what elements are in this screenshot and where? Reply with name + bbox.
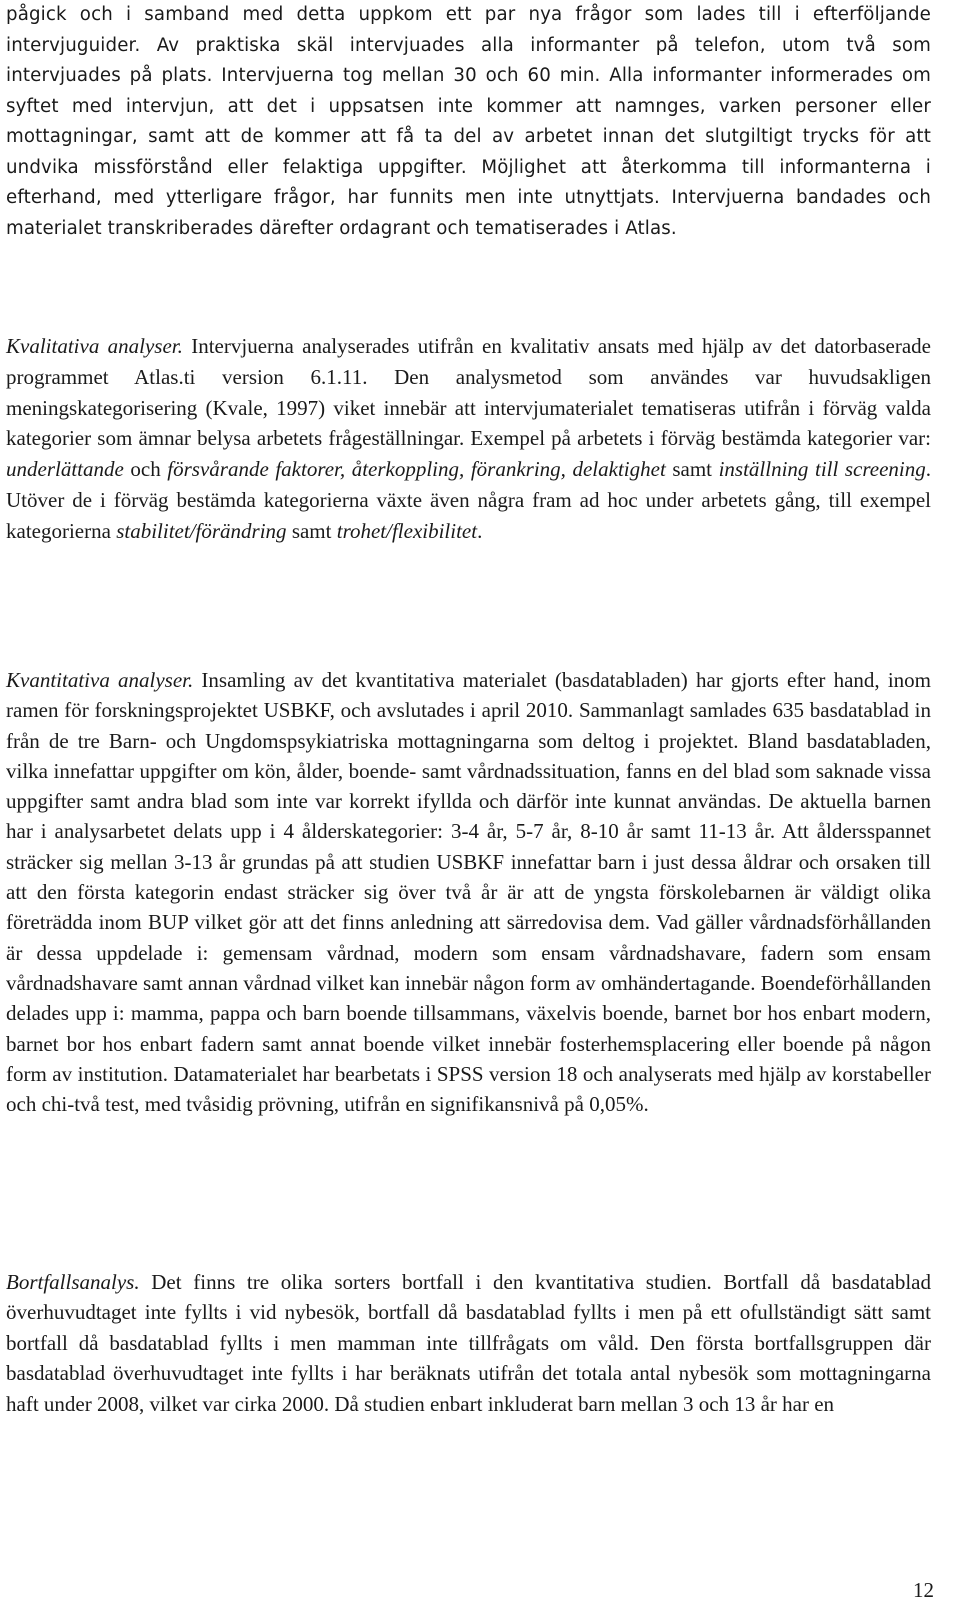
dropout-analysis-text: Det finns tre olika sorters bortfall i den kvantitativa studien. Bortfall då basdatablad överhuvudtaget inte fyllts i vid nybesök, bortfall då basdatablad fyllts i men på ett ofullständigt sätt samt bortfall då basdatablad fyllts i men mamman inte tillfrågats om våld. Den första bortfallsgruppen där basdatablad överhuvudtaget inte fyllts i har beräknats utifrån det totala antal nybesök som mottagningarna haft under 2008, vilket var cirka 2000. Då studien enbart inkluderat barn mellan 3 och 13 år har en [6,1270,931,1416]
category-stabilitet: stabilitet/förändring [116,518,287,543]
qualitative-text-4: . Utöver de i förväg bestämda kategorierna växte även några fram ad hoc under arbetets gång, till exempel kategorierna [6,457,931,543]
category-underlattande: underlättande [6,457,124,482]
quantitative-analysis-paragraph [6,665,931,1119]
qualitative-text-6: . [477,518,483,543]
qualitative-text-2: och [123,457,168,482]
qualitative-text-3: samt [665,457,719,482]
qualitative-analysis-heading: Kvalitativa analyser. [6,334,183,358]
intro-paragraph [6,0,931,244]
dropout-analysis-heading: Bortfallsanalys. [6,1270,140,1294]
quantitative-analysis-text: Insamling av det kvantitativa materialet (basdatabladen) har gjorts efter hand, inom ramen för forskningsprojektet USBKF, och avslutades i april 2010. Sammanlagt samlades 635 basdatablad in från de tre Barn- och Ungdomspsykiatriska mottagningarna som deltog i projektet. Bland basdatabladen, vilka innefattar uppgifter om kön, ålder, boende- samt vårdnadssituation, fanns en del blad som saknade vissa uppgifter samt andra blad som inte var korrekt ifyllda och därför inte kunnat användas. De aktuella barnen har i analysarbetet delats upp i 4 ålderskategorier: 3-4 år, 5-7 år, 8-10 år samt 11-13 år. Att åldersspannet sträcker sig mellan 3-13 år grundas på att studien USBKF innefattar barn i just dessa åldrar och orsaken till att den första kategorin endast sträcker sig över två år är att de yngsta förskolebarnen är väldigt olika företrädda inom BUP vilket gör att det finns anledning att särredovisa dem. Vad gäller vårdnadsförhållanden är dessa uppdelade i: gemensam vårdnad, modern som ensam vårdnadshavare, fadern som ensam vårdnadshavare samt annan vårdnad vilket kan innebär någon form av omhändertagande. Boendeförhållanden delades upp i: mamma, pappa och barn boende tillsammans, växelvis boende, barnet bor hos enbart modern, barnet bor hos enbart fadern samt annat boende vilket innebär fosterhemsplacering eller boende på någon form av institution. Datamaterialet har bearbetats i SPSS version 18 och analyserats med hjälp av korstabeller och chi-två test, med tvåsidig prövning, utifrån en signifikansnivå på 0,05%. [6,668,931,1117]
category-trohet: trohet/flexibilitet [336,518,478,543]
category-installning: inställning till screening [718,457,926,482]
intro-paragraph-text: pågick och i samband med detta uppkom ett par nya frågor som lades till i efterföljande intervjuguider. Av praktiska skäl intervjuades alla informanter på telefon, utom två som intervjuades på plats. Intervjuerna tog mellan 30 och 60 min. Alla informanter informerades om syftet med intervjun, att det i uppsatsen inte kommer att namnges, varken personer eller mottagningar, samt att de kommer att få ta del av arbetet innan det slutgiltigt trycks för att undvika missförstånd eller felaktiga uppgifter. Möjlighet att återkomma till informanterna i efterhand, med ytterligare frågor, har funnits men inte utnyttjats. Intervjuerna bandades och materialet transkriberades därefter ordagrant och tematiserades i Atlas. [6,4,931,239]
page-number: 12 [913,1578,934,1602]
qualitative-text-5: samt [286,518,337,543]
dropout-analysis-paragraph [6,1267,931,1419]
category-forsvarande: försvårande faktorer, återkoppling, förankring, delaktighet [167,457,666,482]
qualitative-text-1: Intervjuerna analyserades utifrån en kvalitativ ansats med hjälp av det datorbaserade programmet Atlas.ti version 6.1.11. Den analysmetod som användes var huvudsakligen meningskategorisering (Kvale, 1997) viket innebär att intervjumaterialet tematiseras utifrån i förväg valda kategorier som ämnar belysa arbetets frågeställningar. Exempel på arbetets i förväg bestämda kategorier var: [6,334,931,451]
qualitative-analysis-paragraph [6,331,931,547]
quantitative-analysis-heading: Kvantitativa analyser. [6,668,194,692]
